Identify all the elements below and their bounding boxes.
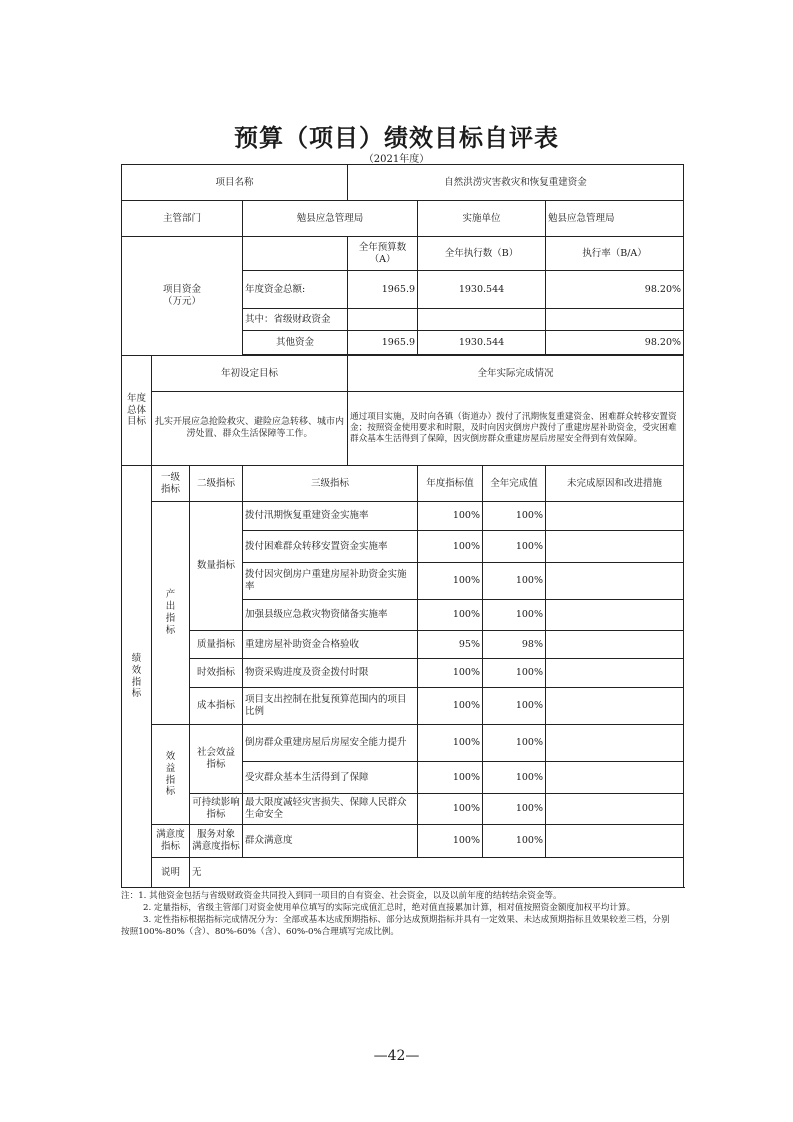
cost-indicator-label: 成本指标 bbox=[190, 688, 243, 725]
quantity-indicator-label: 数量指标 bbox=[190, 502, 243, 631]
quality-indicator-label: 质量指标 bbox=[190, 631, 243, 659]
page-number: —42— bbox=[373, 1048, 420, 1064]
timeliness-indicator-label: 时效指标 bbox=[190, 659, 243, 688]
goals-content-row bbox=[122, 392, 684, 466]
indicator-header-level2: 二级指标 bbox=[190, 466, 243, 502]
funds-row-exec: 1930.544 bbox=[418, 271, 546, 309]
goals-header-row bbox=[122, 356, 684, 392]
indicator-actual: 100% bbox=[483, 600, 546, 631]
indicator-header-level3: 三级指标 bbox=[243, 466, 418, 502]
remark-value: 无 bbox=[190, 858, 684, 888]
funds-col-rate: 执行率（B/A） bbox=[546, 237, 684, 271]
footnote-line: 注：1. 其他资金包括与省级财政资金共同投入到同一项目的自有资金、社会资金，以及以前年度的结转结余资金等。 bbox=[121, 891, 562, 901]
indicator-name: 重建房屋补助资金合格验收 bbox=[243, 631, 418, 659]
funds-row-exec bbox=[418, 309, 546, 331]
dept-label: 主管部门 bbox=[122, 201, 243, 237]
indicator-reason bbox=[546, 794, 684, 825]
indicator-name: 拨付因灾倒房户重建房屋补助资金实施率 bbox=[243, 563, 418, 600]
indicator-target: 100% bbox=[418, 794, 483, 825]
indicator-actual: 100% bbox=[483, 502, 546, 531]
indicator-row bbox=[122, 502, 684, 531]
project-name-row bbox=[122, 165, 684, 201]
dept-value: 勉县应急管理局 bbox=[243, 201, 418, 237]
remark-label: 说明 bbox=[152, 858, 190, 888]
indicator-name: 倒房群众重建房屋后房屋安全能力提升 bbox=[243, 725, 418, 762]
indicator-row bbox=[122, 725, 684, 762]
indicator-target: 100% bbox=[418, 688, 483, 725]
satisfaction-indicator-label: 满意度 指标 bbox=[152, 825, 190, 858]
output-indicator-label: 产 出 指 标 bbox=[152, 502, 190, 725]
indicator-actual: 100% bbox=[483, 563, 546, 600]
indicator-reason bbox=[546, 825, 684, 858]
social-indicator-label: 社会效益 指标 bbox=[190, 725, 243, 794]
indicator-reason bbox=[546, 600, 684, 631]
footnotes bbox=[121, 890, 683, 938]
indicator-target: 100% bbox=[418, 600, 483, 631]
indicator-actual: 100% bbox=[483, 825, 546, 858]
indicator-target: 95% bbox=[418, 631, 483, 659]
indicator-name: 最大限度减轻灾害损失、保障人民群众生命安全 bbox=[243, 794, 418, 825]
indicator-reason bbox=[546, 631, 684, 659]
page-title: 预算（项目）绩效目标自评表 bbox=[234, 123, 559, 152]
goals-set-header: 年初设定目标 bbox=[152, 356, 348, 392]
funds-row-label: 其中：省级财政资金 bbox=[243, 309, 348, 331]
indicator-header-level1: 一级 指标 bbox=[152, 466, 190, 502]
indicator-name: 群众满意度 bbox=[243, 825, 418, 858]
funds-col-exec: 全年执行数（B） bbox=[418, 237, 546, 271]
footnote-line: 2. 定量指标，省级主管部门对资金使用单位填写的实际完成值汇总时，绝对值直接累加计算，相对值按照资金额度加权平均计算。 bbox=[143, 903, 636, 914]
funds-label: 项目资金 （万元） bbox=[122, 237, 243, 356]
self-evaluation-table bbox=[121, 164, 684, 888]
funds-row-budget bbox=[348, 309, 418, 331]
indicator-row bbox=[122, 794, 684, 825]
funds-row-rate: 98.20% bbox=[546, 271, 684, 309]
unit-value: 勉县应急管理局 bbox=[546, 201, 684, 237]
goals-label: 年度 总体 目标 bbox=[122, 356, 152, 466]
footnote-line: 按照100%-80%（含）、80%-60%（含）、60%-0%合理填写完成比例。 bbox=[121, 927, 399, 938]
indicator-target: 100% bbox=[418, 825, 483, 858]
goals-actual-header: 全年实际完成情况 bbox=[348, 356, 684, 392]
funds-row-budget: 1965.9 bbox=[348, 271, 418, 309]
indicator-row bbox=[122, 688, 684, 725]
sustainable-indicator-label: 可持续影响 指标 bbox=[190, 794, 243, 825]
indicator-reason bbox=[546, 659, 684, 688]
remark-row bbox=[122, 858, 684, 888]
page-subtitle: （2021年度） bbox=[363, 154, 430, 165]
indicator-target: 100% bbox=[418, 502, 483, 531]
indicator-target: 100% bbox=[418, 531, 483, 563]
project-name-label: 项目名称 bbox=[122, 165, 348, 201]
indicator-reason bbox=[546, 563, 684, 600]
indicator-actual: 98% bbox=[483, 631, 546, 659]
indicator-name: 项目支出控制在批复预算范围内的项目比例 bbox=[243, 688, 418, 725]
indicator-actual: 100% bbox=[483, 531, 546, 563]
indicator-actual: 100% bbox=[483, 794, 546, 825]
project-name-value: 自然洪涝灾害救灾和恢复重建资金 bbox=[348, 165, 684, 201]
funds-col-budget: 全年预算数 （A） bbox=[348, 237, 418, 271]
service-satisfaction-label: 服务对象 满意度指标 bbox=[190, 825, 243, 858]
indicator-header-reason: 未完成原因和改进措施 bbox=[546, 466, 684, 502]
unit-label: 实施单位 bbox=[418, 201, 546, 237]
indicator-row bbox=[122, 825, 684, 858]
indicator-name: 拨付困难群众转移安置资金实施率 bbox=[243, 531, 418, 563]
indicator-name: 拨付汛期恢复重建资金实施率 bbox=[243, 502, 418, 531]
footnote-line: 3. 定性指标根据指标完成情况分为：全部或基本达成预期指标、部分达成预期指标并具有一定效果、未达成预期指标且效果较差三档，分别 bbox=[143, 915, 670, 926]
indicator-reason bbox=[546, 531, 684, 563]
indicator-reason bbox=[546, 502, 684, 531]
indicator-actual: 100% bbox=[483, 725, 546, 762]
indicator-header-row bbox=[122, 466, 684, 502]
indicator-header-actual: 全年完成值 bbox=[483, 466, 546, 502]
indicator-actual: 100% bbox=[483, 659, 546, 688]
indicator-actual: 100% bbox=[483, 762, 546, 794]
funds-row-label: 年度资金总额: bbox=[243, 271, 348, 309]
indicator-target: 100% bbox=[418, 563, 483, 600]
indicator-actual: 100% bbox=[483, 688, 546, 725]
indicator-reason bbox=[546, 725, 684, 762]
department-row bbox=[122, 201, 684, 237]
funds-row-budget: 1965.9 bbox=[348, 331, 418, 355]
funds-row-rate bbox=[546, 309, 684, 331]
funds-header-row bbox=[122, 237, 684, 271]
indicator-row bbox=[122, 631, 684, 659]
funds-row-exec: 1930.544 bbox=[418, 331, 546, 355]
indicator-target: 100% bbox=[418, 725, 483, 762]
indicator-name: 受灾群众基本生活得到了保障 bbox=[243, 762, 418, 794]
indicator-name: 加强县级应急救灾物资储备实施率 bbox=[243, 600, 418, 631]
indicator-reason bbox=[546, 688, 684, 725]
funds-row-label: 其他资金 bbox=[243, 331, 348, 355]
goals-actual-text: 通过项目实施，及时向各镇（街道办）拨付了汛期恢复重建资金、困难群众转移安置资金；按照资金使用要求和时限，及时向因灾倒房户拨付了重建房屋补助资金，受灾困难群众基本生活得到了保障，因灾倒房群众重建房屋后房屋安全得到有效保障。 bbox=[348, 392, 684, 466]
indicators-section-label: 绩 效 指 标 bbox=[122, 466, 152, 888]
indicator-target: 100% bbox=[418, 659, 483, 688]
funds-header-blank bbox=[243, 237, 348, 271]
indicator-target: 100% bbox=[418, 762, 483, 794]
benefit-indicator-label: 效 益 指 标 bbox=[152, 725, 190, 825]
funds-row-rate: 98.20% bbox=[546, 331, 684, 355]
indicator-row bbox=[122, 659, 684, 688]
indicator-name: 物资采购进度及资金拨付时限 bbox=[243, 659, 418, 688]
indicator-reason bbox=[546, 762, 684, 794]
goals-set-text: 扎实开展应急抢险救灾、避险应急转移、城市内涝处置、群众生活保障等工作。 bbox=[152, 392, 348, 466]
indicator-header-target: 年度指标值 bbox=[418, 466, 483, 502]
